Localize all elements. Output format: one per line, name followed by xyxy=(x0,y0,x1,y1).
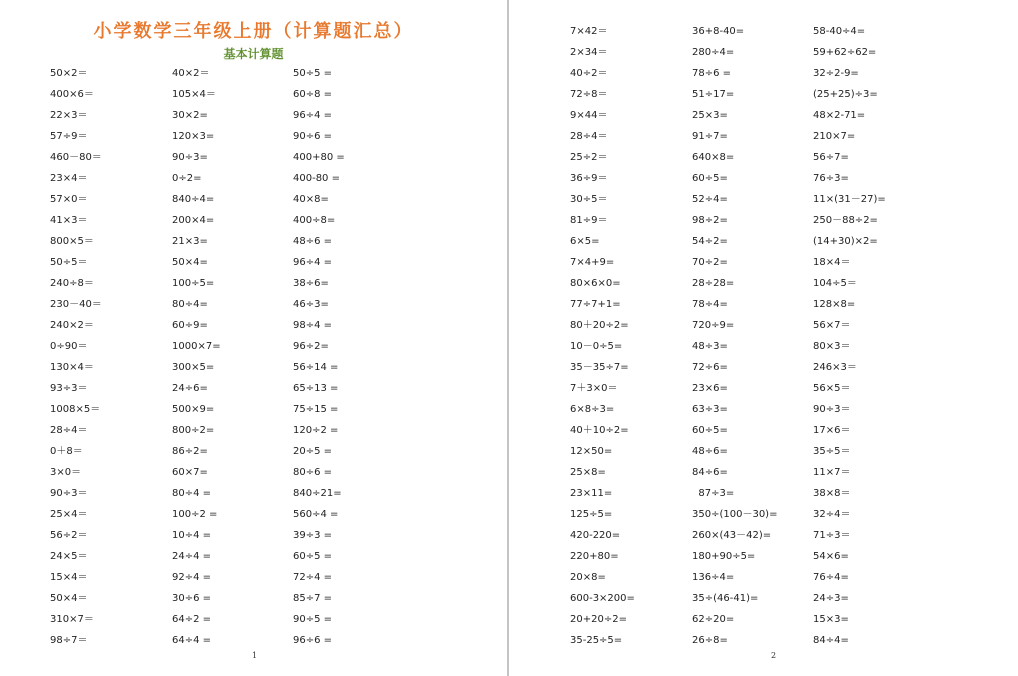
math-problem: 420-220= xyxy=(570,530,621,541)
math-problem: 10－0÷5= xyxy=(570,341,623,352)
math-problem: 24÷6= xyxy=(172,383,208,394)
math-problem: 12×50= xyxy=(570,446,613,457)
math-problem: 56×5＝ xyxy=(813,383,851,394)
math-problem: 38÷6= xyxy=(293,278,329,289)
problem-row xyxy=(0,591,507,607)
math-problem: 87÷3= xyxy=(692,488,735,499)
problem-row xyxy=(510,234,1018,250)
problem-row xyxy=(0,444,507,460)
math-problem: 500×9= xyxy=(172,404,215,415)
problem-row xyxy=(510,339,1018,355)
math-problem: 98÷2= xyxy=(692,215,728,226)
math-problem: 50×2＝ xyxy=(50,68,88,79)
problem-row xyxy=(510,192,1018,208)
page-divider xyxy=(507,0,509,676)
math-problem: 96÷6 = xyxy=(293,635,333,646)
math-problem: 32÷4＝ xyxy=(813,509,851,520)
math-problem: 17×6＝ xyxy=(813,425,851,436)
math-problem: 3×0＝ xyxy=(50,467,82,478)
problem-row xyxy=(0,318,507,334)
math-problem: 40×8= xyxy=(293,194,329,205)
problem-row xyxy=(0,150,507,166)
math-problem: 0÷90＝ xyxy=(50,341,88,352)
math-problem: 400-80 = xyxy=(293,173,340,184)
math-problem: 10÷4 = xyxy=(172,530,212,541)
problem-row xyxy=(0,528,507,544)
math-problem: 400+80 = xyxy=(293,152,345,163)
math-problem: 52÷4= xyxy=(692,194,728,205)
math-problem: 230－40＝ xyxy=(50,299,102,310)
document-title: 小学数学三年级上册（计算题汇总） xyxy=(93,21,414,42)
math-problem: 35÷5＝ xyxy=(813,446,851,457)
problem-row xyxy=(510,213,1018,229)
math-problem: 81÷9＝ xyxy=(570,215,608,226)
math-problem: 90÷3= xyxy=(172,152,208,163)
problem-row xyxy=(0,255,507,271)
math-problem: 48÷3= xyxy=(692,341,728,352)
math-problem: 96÷4 = xyxy=(293,257,333,268)
math-problem: 40＋10÷2= xyxy=(570,425,629,436)
problem-row xyxy=(0,108,507,124)
math-problem: 720÷9= xyxy=(692,320,735,331)
math-problem: 76÷4= xyxy=(813,572,849,583)
math-problem: 220+80= xyxy=(570,551,619,562)
math-problem: 58-40÷4= xyxy=(813,26,866,37)
problem-row xyxy=(0,507,507,523)
math-problem: 72÷6= xyxy=(692,362,728,373)
math-problem: 246×3＝ xyxy=(813,362,857,373)
math-problem: 46÷3= xyxy=(293,299,329,310)
math-problem: 28÷4＝ xyxy=(570,131,608,142)
math-problem: 280÷4= xyxy=(692,47,735,58)
problem-row xyxy=(510,486,1018,502)
math-problem: 30÷6 = xyxy=(172,593,212,604)
math-problem: 39÷3 = xyxy=(293,530,333,541)
problem-row xyxy=(510,276,1018,292)
math-problem: 56÷7= xyxy=(813,152,849,163)
problem-row xyxy=(510,465,1018,481)
math-problem: 60÷5= xyxy=(692,173,728,184)
problem-row xyxy=(0,87,507,103)
problem-row xyxy=(510,150,1018,166)
math-problem: 48÷6 = xyxy=(293,236,333,247)
math-problem: 100÷5= xyxy=(172,278,215,289)
math-problem: 136÷4= xyxy=(692,572,735,583)
math-problem: 60÷5= xyxy=(692,425,728,436)
math-problem: 1000×7= xyxy=(172,341,221,352)
math-problem: 78÷6 = xyxy=(692,68,732,79)
math-problem: 48÷6= xyxy=(692,446,728,457)
math-problem: 640×8= xyxy=(692,152,735,163)
math-problem: 51÷17= xyxy=(692,89,735,100)
problem-row xyxy=(0,402,507,418)
problem-row xyxy=(510,402,1018,418)
math-problem: 560÷4 = xyxy=(293,509,339,520)
math-problem: 50×4＝ xyxy=(50,593,88,604)
problem-row xyxy=(510,549,1018,565)
math-problem: 240÷8＝ xyxy=(50,278,94,289)
math-problem: 57÷9＝ xyxy=(50,131,88,142)
math-problem: 80×3＝ xyxy=(813,341,851,352)
math-problem: 71÷3＝ xyxy=(813,530,851,541)
math-problem: 50×4= xyxy=(172,257,208,268)
math-problem: 60÷9= xyxy=(172,320,208,331)
math-problem: 800÷2= xyxy=(172,425,215,436)
document-page-2 xyxy=(510,0,1018,676)
problem-row xyxy=(510,171,1018,187)
math-problem: 41×3＝ xyxy=(50,215,88,226)
math-problem: 80÷4 = xyxy=(172,488,212,499)
math-problem: 35-25÷5= xyxy=(570,635,623,646)
math-problem: 9×44＝ xyxy=(570,110,608,121)
math-problem: 7＋3×0＝ xyxy=(570,383,618,394)
problem-row xyxy=(510,66,1018,82)
math-problem: 15×4＝ xyxy=(50,572,88,583)
problem-row xyxy=(510,423,1018,439)
page-number: 1 xyxy=(252,651,258,660)
problem-row xyxy=(0,297,507,313)
math-problem: 92÷4 = xyxy=(172,572,212,583)
problem-row xyxy=(510,45,1018,61)
math-problem: 96÷4 = xyxy=(293,110,333,121)
math-problem: 125÷5= xyxy=(570,509,613,520)
problem-row xyxy=(0,339,507,355)
problem-row xyxy=(510,507,1018,523)
math-problem: 65÷13 = xyxy=(293,383,339,394)
math-problem: 40×2＝ xyxy=(172,68,210,79)
math-problem: 600-3×200= xyxy=(570,593,635,604)
math-problem: 260×(43－42)= xyxy=(692,530,772,541)
math-problem: 30÷5＝ xyxy=(570,194,608,205)
math-problem: 24×5＝ xyxy=(50,551,88,562)
math-problem: 250－88÷2= xyxy=(813,215,878,226)
math-problem: 48×2-71= xyxy=(813,110,866,121)
section-heading: 基本计算题 xyxy=(223,47,284,61)
math-problem: 104÷5＝ xyxy=(813,278,857,289)
math-problem: 23×4＝ xyxy=(50,173,88,184)
problem-row xyxy=(0,633,507,649)
math-problem: 96÷2= xyxy=(293,341,329,352)
document-page-1 xyxy=(0,0,507,676)
problem-row xyxy=(510,444,1018,460)
math-problem: 60÷8 = xyxy=(293,89,333,100)
math-problem: 57×0＝ xyxy=(50,194,88,205)
math-problem: 130×4＝ xyxy=(50,362,94,373)
math-problem: 300×5= xyxy=(172,362,215,373)
math-problem: 60×7= xyxy=(172,467,208,478)
problem-row xyxy=(0,192,507,208)
math-problem: 0÷2= xyxy=(172,173,202,184)
math-problem: 28÷28= xyxy=(692,278,735,289)
math-problem: 100÷2 = xyxy=(172,509,218,520)
problem-row xyxy=(510,360,1018,376)
math-problem: 90÷5 = xyxy=(293,614,333,625)
math-problem: 38×8＝ xyxy=(813,488,851,499)
math-problem: 840÷21= xyxy=(293,488,342,499)
problem-row xyxy=(0,465,507,481)
math-problem: 78÷4= xyxy=(692,299,728,310)
math-problem: 62÷20= xyxy=(692,614,735,625)
problem-row xyxy=(510,528,1018,544)
math-problem: (14+30)×2= xyxy=(813,236,878,247)
math-problem: 21×3= xyxy=(172,236,208,247)
math-problem: 200×4= xyxy=(172,215,215,226)
math-problem: 11×(31－27)= xyxy=(813,194,886,205)
problem-row xyxy=(0,171,507,187)
math-problem: 25×8= xyxy=(570,467,606,478)
math-problem: 25÷2＝ xyxy=(570,152,608,163)
math-problem: 60÷5 = xyxy=(293,551,333,562)
page-number: 2 xyxy=(771,651,777,660)
math-problem: 310×7＝ xyxy=(50,614,94,625)
math-problem: 18×4＝ xyxy=(813,257,851,268)
math-problem: 72÷8＝ xyxy=(570,89,608,100)
math-problem: 20÷5 = xyxy=(293,446,333,457)
math-problem: 56÷14 = xyxy=(293,362,339,373)
math-problem: 36+8-40= xyxy=(692,26,745,37)
math-problem: 11×7＝ xyxy=(813,467,851,478)
math-problem: 80＋20÷2= xyxy=(570,320,629,331)
math-problem: 15×3= xyxy=(813,614,849,625)
math-problem: 80÷6 = xyxy=(293,467,333,478)
problem-row xyxy=(0,423,507,439)
problem-row xyxy=(510,87,1018,103)
problem-row xyxy=(510,318,1018,334)
problem-row xyxy=(0,276,507,292)
math-problem: 90÷3＝ xyxy=(813,404,851,415)
math-problem: 77÷7+1= xyxy=(570,299,621,310)
math-problem: 32÷2-9= xyxy=(813,68,859,79)
math-problem: 98÷4 = xyxy=(293,320,333,331)
math-problem: 180+90÷5= xyxy=(692,551,756,562)
math-problem: 25×4＝ xyxy=(50,509,88,520)
math-problem: 23×11= xyxy=(570,488,613,499)
math-problem: 84÷4= xyxy=(813,635,849,646)
math-problem: 50÷5 = xyxy=(293,68,333,79)
math-problem: 800×5＝ xyxy=(50,236,94,247)
math-problem: 30×2= xyxy=(172,110,208,121)
problem-row xyxy=(0,360,507,376)
math-problem: 63÷3= xyxy=(692,404,728,415)
math-problem: 6×5= xyxy=(570,236,600,247)
math-problem: 24÷4 = xyxy=(172,551,212,562)
problem-row xyxy=(0,486,507,502)
math-problem: 128×8= xyxy=(813,299,856,310)
problem-row xyxy=(0,549,507,565)
math-problem: 80×6×0= xyxy=(570,278,621,289)
math-problem: 460－80＝ xyxy=(50,152,102,163)
math-problem: 25×3= xyxy=(692,110,728,121)
math-problem: 64÷4 = xyxy=(172,635,212,646)
math-problem: 76÷3= xyxy=(813,173,849,184)
math-problem: 56×7＝ xyxy=(813,320,851,331)
problem-row xyxy=(510,24,1018,40)
math-problem: 840÷4= xyxy=(172,194,215,205)
math-problem: 120÷2 = xyxy=(293,425,339,436)
math-problem: 400÷8= xyxy=(293,215,336,226)
problem-row xyxy=(510,129,1018,145)
math-problem: 90÷3＝ xyxy=(50,488,88,499)
math-problem: (25+25)÷3= xyxy=(813,89,878,100)
problem-row xyxy=(0,234,507,250)
math-problem: 72÷4 = xyxy=(293,572,333,583)
math-problem: 56÷2＝ xyxy=(50,530,88,541)
math-problem: 98÷7＝ xyxy=(50,635,88,646)
problem-row xyxy=(510,570,1018,586)
math-problem: 400×6＝ xyxy=(50,89,94,100)
math-problem: 6×8÷3= xyxy=(570,404,615,415)
math-problem: 35÷(46-41)= xyxy=(692,593,759,604)
problem-row xyxy=(510,108,1018,124)
math-problem: 86÷2= xyxy=(172,446,208,457)
problem-row xyxy=(0,66,507,82)
math-problem: 7×4+9= xyxy=(570,257,615,268)
problem-row xyxy=(510,255,1018,271)
math-problem: 0＋8＝ xyxy=(50,446,83,457)
math-problem: 93÷3＝ xyxy=(50,383,88,394)
problem-row xyxy=(0,612,507,628)
math-problem: 85÷7 = xyxy=(293,593,333,604)
math-problem: 54÷2= xyxy=(692,236,728,247)
math-problem: 26÷8= xyxy=(692,635,728,646)
problem-row xyxy=(510,633,1018,649)
math-problem: 90÷6 = xyxy=(293,131,333,142)
math-problem: 210×7= xyxy=(813,131,856,142)
math-problem: 20+20÷2= xyxy=(570,614,627,625)
math-problem: 70÷2= xyxy=(692,257,728,268)
math-problem: 35－35÷7= xyxy=(570,362,629,373)
problem-row xyxy=(510,612,1018,628)
math-problem: 91÷7= xyxy=(692,131,728,142)
math-problem: 40÷2＝ xyxy=(570,68,608,79)
problem-row xyxy=(0,129,507,145)
math-problem: 54×6= xyxy=(813,551,849,562)
problem-row xyxy=(0,381,507,397)
problem-row xyxy=(0,570,507,586)
math-problem: 23×6= xyxy=(692,383,728,394)
math-problem: 7×42＝ xyxy=(570,26,608,37)
math-problem: 50÷5＝ xyxy=(50,257,88,268)
problem-row xyxy=(0,213,507,229)
math-problem: 22×3＝ xyxy=(50,110,88,121)
math-problem: 20×8= xyxy=(570,572,606,583)
math-problem: 80÷4= xyxy=(172,299,208,310)
math-problem: 1008×5＝ xyxy=(50,404,101,415)
math-problem: 59+62÷62= xyxy=(813,47,877,58)
math-problem: 120×3= xyxy=(172,131,215,142)
math-problem: 84÷6= xyxy=(692,467,728,478)
problem-row xyxy=(510,591,1018,607)
math-problem: 240×2＝ xyxy=(50,320,94,331)
math-problem: 24÷3= xyxy=(813,593,849,604)
math-problem: 105×4＝ xyxy=(172,89,216,100)
math-problem: 75÷15 = xyxy=(293,404,339,415)
problem-row xyxy=(510,381,1018,397)
problem-row xyxy=(510,297,1018,313)
math-problem: 36÷9＝ xyxy=(570,173,608,184)
math-problem: 28÷4＝ xyxy=(50,425,88,436)
math-problem: 2×34＝ xyxy=(570,47,608,58)
math-problem: 64÷2 = xyxy=(172,614,212,625)
math-problem: 350÷(100－30)= xyxy=(692,509,778,520)
